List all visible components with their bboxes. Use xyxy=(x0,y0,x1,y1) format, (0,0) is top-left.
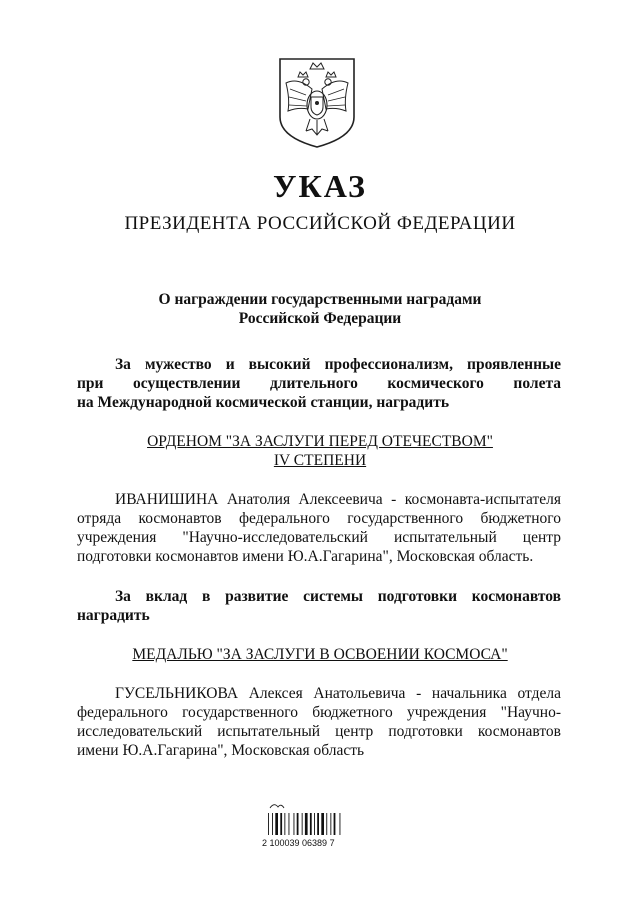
awardee-surname: ГУСЕЛЬНИКОВА xyxy=(115,685,239,702)
section2-awardee-line xyxy=(77,684,561,703)
section2-awardee xyxy=(77,684,561,760)
section1-awardee-line: отряда космонавтов федерального государственного бюджетного xyxy=(77,510,561,527)
awardee-details: Анатолия Алексеевича - космонавта-испытателя xyxy=(218,491,561,508)
awardee-details: Алексея Анатольевича - начальника отдела xyxy=(238,685,561,702)
decree-heading-line: О награждении государственными наградами xyxy=(158,291,482,308)
section2-intro xyxy=(77,587,561,625)
section1-intro-line: при осуществлении длительного космического полета xyxy=(77,375,561,392)
barcode-number: 2 100039 06389 7 xyxy=(262,838,335,848)
section1-awardee-line xyxy=(77,490,561,509)
award-medal-title: МЕДАЛЬЮ "ЗА ЗАСЛУГИ В ОСВОЕНИИ КОСМОСА" xyxy=(132,646,508,663)
russian-coat-of-arms-icon xyxy=(276,55,358,150)
decree-heading xyxy=(0,290,640,328)
section1-awardee xyxy=(77,490,561,566)
section1-intro-line: За мужество и высокий профессионализм, проявленные xyxy=(115,356,561,373)
section2-intro-line: наградить xyxy=(77,607,150,624)
section2-awardee-line: имени Ю.А.Гагарина", Московская область xyxy=(77,742,365,759)
section1-awardee-line: учреждения "Научно-исследовательский испытательный центр xyxy=(77,529,561,546)
document-subtitle: ПРЕЗИДЕНТА РОССИЙСКОЙ ФЕДЕРАЦИИ xyxy=(124,213,516,234)
section2-awardee-line: исследовательский испытательный центр подготовки космонавтов xyxy=(77,723,561,740)
section1-intro xyxy=(77,355,561,412)
section2-intro-line: За вклад в развитие системы подготовки космонавтов xyxy=(115,588,561,605)
decree-heading-line: Российской Федерации xyxy=(238,310,402,327)
award-order-degree: IV СТЕПЕНИ xyxy=(273,452,367,469)
section2-awardee-line: федерального государственного бюджетного учреждения "Научно- xyxy=(77,704,561,721)
awardee-surname: ИВАНИШИНА xyxy=(115,491,219,508)
document-title: УКАЗ xyxy=(273,168,367,204)
section1-awardee-line: подготовки космонавтов имени Ю.А.Гагарина", Московская область. xyxy=(77,548,534,565)
section1-intro-line: на Международной космической станции, наградить xyxy=(77,394,450,411)
award-order-title: ОРДЕНОМ "ЗА ЗАСЛУГИ ПЕРЕД ОТЕЧЕСТВОМ" xyxy=(147,433,493,450)
